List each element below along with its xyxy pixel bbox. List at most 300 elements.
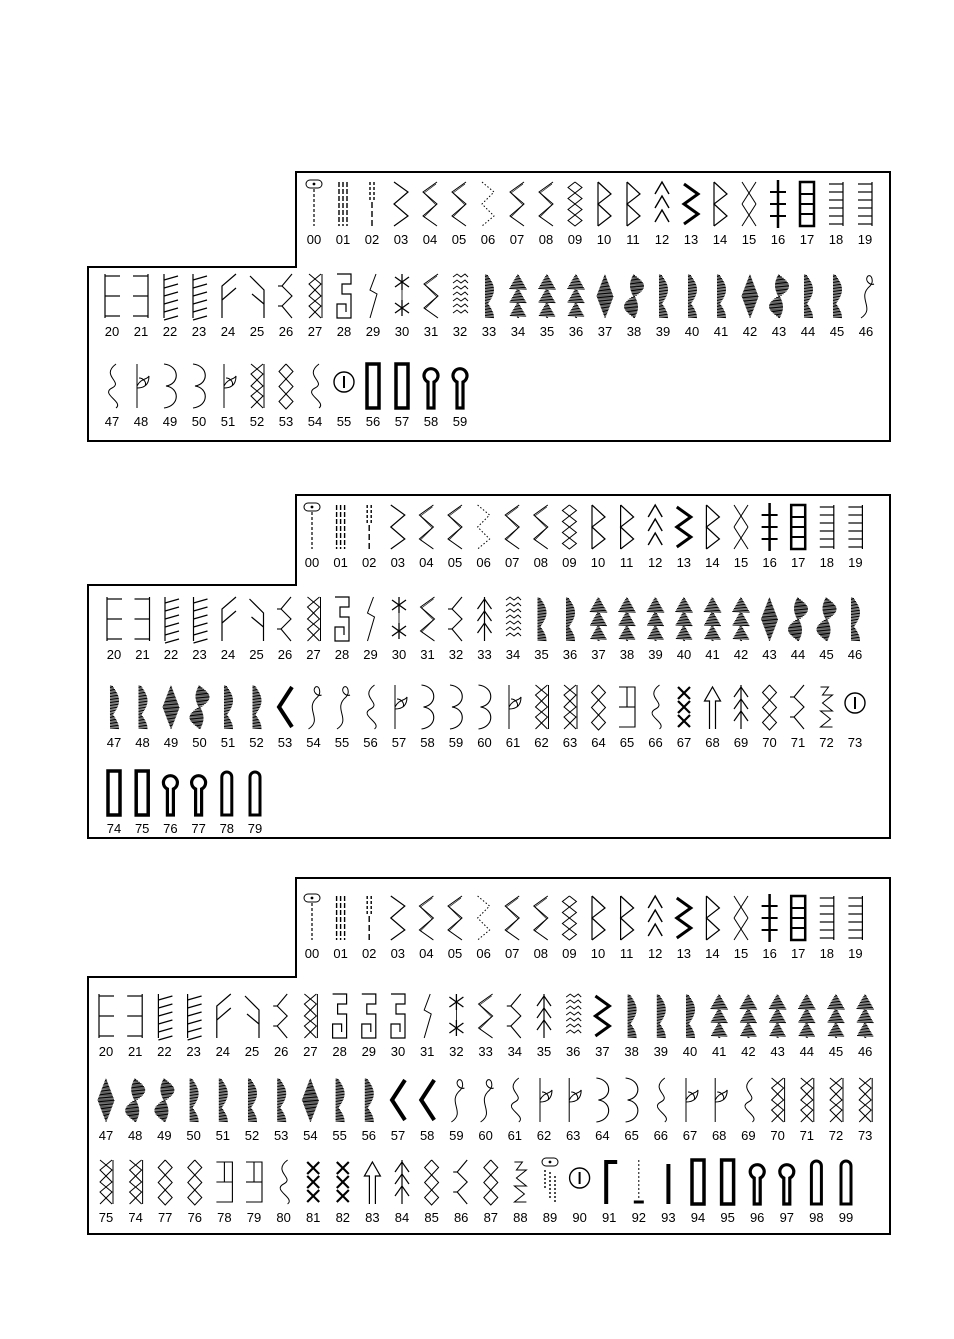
stitch-number: 16 — [762, 555, 777, 570]
stitch-cell — [216, 1079, 230, 1143]
blind-hem-icon — [714, 182, 727, 226]
stitch-cell — [509, 275, 526, 339]
stitch-cell — [684, 184, 698, 247]
stitch-number: 35 — [536, 1044, 552, 1059]
straight-dashed-icon — [367, 505, 371, 549]
stitch-cell — [734, 685, 748, 750]
stitch-cell — [705, 505, 719, 570]
stitch-number: 48 — [135, 735, 150, 750]
stitch-number: 72 — [828, 1128, 844, 1143]
stitch-number: 21 — [127, 1044, 143, 1059]
stitch-cell — [366, 364, 380, 429]
stitch-cell — [848, 598, 862, 662]
satin-tree-icon — [710, 995, 727, 1038]
stitch-number: 21 — [135, 647, 150, 662]
satin-bump-icon — [336, 1079, 345, 1122]
stitch-number: 59 — [452, 414, 468, 429]
satin-tree-icon — [567, 275, 584, 318]
stitch-number: 66 — [648, 735, 663, 750]
stitch-number: 33 — [478, 1044, 493, 1059]
stitch-cell — [619, 687, 635, 750]
stitch-number: 50 — [191, 414, 207, 429]
satin-leaf-icon — [788, 598, 808, 641]
stitch-number: 87 — [483, 1210, 499, 1225]
stitch-number: 02 — [364, 232, 380, 247]
stitch-number: 04 — [419, 555, 434, 570]
stitch-cell — [732, 598, 749, 662]
stitch-number: 89 — [542, 1210, 558, 1225]
stitch-number: 37 — [591, 647, 606, 662]
stitch-chart-100 — [86, 876, 894, 1238]
stitch-cell — [568, 182, 582, 247]
stitch-cell — [163, 686, 180, 750]
stitch-number: 17 — [799, 232, 815, 247]
vine-icon — [309, 687, 322, 729]
stitch-number: 12 — [654, 232, 670, 247]
stitch-cell — [534, 896, 548, 961]
diamond-hem-icon — [859, 1078, 872, 1122]
stitch-number: 12 — [647, 946, 663, 961]
stitch-cell — [304, 503, 320, 570]
stitch-number: 69 — [741, 1128, 756, 1143]
comb-left-icon — [107, 597, 122, 641]
scallop-icon — [450, 685, 462, 729]
stitch-number: 03 — [390, 946, 406, 961]
greek-key-icon — [362, 994, 376, 1038]
stitch-cell — [249, 686, 263, 750]
zigzag-dotted-icon — [478, 896, 490, 940]
stitch-number: 11 — [619, 946, 634, 961]
satin-bump-icon — [485, 275, 494, 318]
wave-scale-icon — [506, 597, 521, 636]
scallop-icon — [193, 364, 205, 408]
arrow-up-icon — [705, 687, 721, 729]
stitch-number: 05 — [447, 555, 463, 570]
satin-tree-icon — [856, 995, 873, 1038]
stitch-cell — [705, 687, 721, 750]
stitch-number: 60 — [478, 1128, 493, 1143]
stitch-number: 41 — [711, 1044, 727, 1059]
stitch-number: 02 — [361, 946, 377, 961]
stitch-number: 84 — [394, 1210, 410, 1225]
stitch-number: 20 — [98, 1044, 114, 1059]
stitch-cell — [306, 687, 321, 750]
stitch-cell — [477, 597, 491, 662]
satin-bump-icon — [833, 275, 842, 318]
stitch-number: 18 — [819, 555, 835, 570]
stitch-number: 42 — [741, 1044, 756, 1059]
zigzag-3step-icon — [448, 505, 462, 549]
buttonhole-square-icon — [367, 364, 379, 408]
stitch-cell — [800, 1078, 814, 1143]
ladder-box-icon — [800, 182, 814, 226]
stitch-number: 86 — [453, 1210, 469, 1225]
stitch-cell — [683, 1078, 698, 1143]
scallop-icon — [479, 685, 491, 729]
stitch-number: 09 — [567, 232, 583, 247]
diamond-hem-icon — [100, 1160, 113, 1204]
satin-leaf-icon — [769, 275, 789, 318]
tulip-icon — [686, 1078, 698, 1122]
zigzag-3step-icon — [419, 896, 433, 940]
stitch-cell — [677, 507, 691, 570]
stitch-number: 04 — [419, 946, 434, 961]
stitch-number: 14 — [705, 555, 720, 570]
stitch-cell — [366, 274, 380, 339]
honeycomb-icon — [568, 182, 582, 226]
stitch-cell — [510, 182, 524, 247]
stitch-number: 69 — [733, 735, 749, 750]
straight-triple-icon — [339, 182, 347, 226]
stitch-number: 16 — [762, 946, 777, 961]
stitch-cell — [449, 1080, 464, 1143]
stitch-number: 20 — [106, 647, 122, 662]
satin-leaf-icon — [125, 1079, 145, 1122]
stitch-cell — [134, 364, 149, 429]
stitch-cell — [245, 996, 259, 1059]
stitch-number: 12 — [647, 555, 663, 570]
satin-tree-icon — [740, 995, 757, 1038]
vine-icon — [451, 1080, 464, 1122]
stitch-number: 05 — [447, 946, 463, 961]
tulip-icon — [715, 1078, 727, 1122]
stitch-cell — [534, 685, 548, 750]
stitch-cell — [362, 896, 376, 961]
stitch-cell — [221, 686, 235, 750]
cross-stitch-icon — [734, 505, 748, 549]
stitch-cell — [335, 687, 350, 750]
satin-tree-icon — [509, 275, 526, 318]
stitch-cell — [308, 274, 322, 339]
stitch-number: 71 — [790, 735, 806, 750]
stitch-cell — [105, 274, 120, 339]
stitch-cell — [99, 994, 114, 1059]
stitch-number: 81 — [305, 1210, 321, 1225]
stitch-number: 74 — [106, 821, 122, 836]
buttonhole-square-icon — [396, 364, 408, 408]
stitch-number: 40 — [676, 647, 692, 662]
stitch-number: 79 — [247, 821, 263, 836]
stitch-cell — [107, 686, 121, 750]
scallop-icon — [164, 364, 176, 408]
satin-diamond-icon — [742, 275, 759, 318]
stitch-number: 75 — [98, 1210, 114, 1225]
diamond-chain-icon — [188, 1160, 202, 1205]
stitch-number: 50 — [192, 735, 207, 750]
stitch-cell — [562, 505, 576, 570]
satin-tree-icon — [827, 995, 844, 1038]
stitch-cell — [591, 505, 605, 570]
stitch-cell — [683, 995, 697, 1059]
serpentine-icon — [821, 687, 833, 727]
stitch-cell — [250, 364, 264, 429]
stitch-number: 77 — [191, 821, 206, 836]
stitch-number: 30 — [394, 324, 410, 339]
stitch-cell — [246, 1162, 262, 1225]
slant-comb-icon — [164, 274, 178, 320]
stitch-number: 26 — [273, 1044, 289, 1059]
diamond-chain-icon — [425, 1160, 439, 1205]
stitch-cell — [648, 685, 662, 750]
stitch-number: 27 — [306, 647, 321, 662]
chevron-stack-icon — [655, 182, 669, 222]
stitch-number: 77 — [157, 1210, 173, 1225]
stitch-number: 72 — [819, 735, 834, 750]
stitch-number: 08 — [533, 946, 549, 961]
stitch-cell — [809, 1161, 823, 1225]
stitch-cell — [449, 994, 463, 1059]
blind-hem-icon — [592, 505, 605, 549]
stitch-cell — [537, 994, 551, 1059]
stitch-cell — [392, 685, 407, 750]
stitch-cell — [675, 598, 692, 662]
stitch-number: 13 — [676, 555, 692, 570]
stitch-number: 85 — [424, 1210, 439, 1225]
stitch-cell — [276, 1160, 290, 1225]
stitch-cell — [154, 1079, 174, 1143]
ladder-open-icon — [848, 896, 862, 940]
satin-chevron-icon — [392, 1080, 405, 1120]
stitch-number: 63 — [565, 1128, 581, 1143]
stitch-cell — [750, 1165, 764, 1225]
stitch-cell — [859, 276, 874, 339]
stitch-number: 07 — [504, 555, 520, 570]
stitch-cell — [452, 182, 466, 247]
stitch-number: 79 — [246, 1210, 262, 1225]
stitch-cell — [595, 996, 609, 1059]
stitch-cell — [534, 598, 548, 662]
stitch-number: 58 — [423, 414, 439, 429]
stitch-number: 24 — [220, 324, 236, 339]
star-icon — [395, 274, 409, 316]
stitch-cell — [190, 686, 210, 750]
stitch-cell — [273, 994, 288, 1059]
stitch-cell — [308, 364, 322, 429]
stitch-number: 15 — [733, 946, 749, 961]
buttonhole-round-icon — [222, 772, 232, 815]
stitch-number: 65 — [624, 1128, 639, 1143]
stitch-cell — [335, 597, 349, 662]
stitch-number: 65 — [619, 735, 635, 750]
stitch-cell — [820, 896, 834, 961]
stitch-number: 36 — [568, 324, 584, 339]
stitch-number: 29 — [361, 1044, 377, 1059]
stitch-number: 10 — [590, 946, 606, 961]
stitch-cell — [362, 994, 376, 1059]
stitch-cell — [478, 1080, 493, 1143]
stitch-cell — [720, 1160, 734, 1225]
stitch-cell — [391, 896, 405, 961]
stitch-number: 99 — [838, 1210, 854, 1225]
wave-icon — [312, 364, 321, 408]
stitch-number: 44 — [799, 1044, 815, 1059]
stitch-number: 32 — [449, 1044, 464, 1059]
stitch-cell — [632, 1160, 646, 1225]
stitch-number: 36 — [562, 647, 578, 662]
stitch-number: 01 — [335, 232, 351, 247]
stitch-cell — [420, 1080, 434, 1143]
stitch-number: 83 — [365, 1210, 380, 1225]
satin-diamond-icon — [98, 1079, 115, 1122]
stitch-number: 49 — [163, 735, 179, 750]
darning-icon — [542, 1158, 558, 1204]
bar-cross-icon — [762, 894, 778, 942]
stitch-number: 55 — [332, 1128, 347, 1143]
cross-chain-icon — [337, 1162, 349, 1202]
stitch-number: 56 — [365, 414, 381, 429]
arrow-blanket-icon — [278, 274, 292, 318]
stitch-cell — [513, 1162, 527, 1225]
stitch-cell — [419, 505, 433, 570]
buttonhole-round-icon — [250, 772, 260, 815]
stitch-number: 36 — [565, 1044, 581, 1059]
stitch-number: 11 — [619, 555, 634, 570]
stitch-cell — [741, 1078, 755, 1143]
stitch-cell — [221, 597, 236, 662]
stitch-cell — [250, 276, 264, 339]
feather-icon — [217, 994, 231, 1038]
zigzag-3step-icon — [534, 896, 548, 940]
stitch-number: 34 — [510, 324, 526, 339]
stitch-cell — [712, 1078, 727, 1143]
stitch-number: 57 — [391, 735, 407, 750]
chevron-stack-icon — [648, 896, 662, 936]
stitch-cell — [476, 896, 490, 961]
stitch-cell — [597, 275, 614, 339]
stitch-cell — [192, 597, 207, 662]
stitch-cell — [245, 1079, 259, 1143]
stitch-number: 44 — [800, 324, 816, 339]
tulip-icon — [395, 685, 407, 729]
stitch-cell — [713, 182, 727, 247]
stitch-cell — [590, 598, 607, 662]
stitch-cell — [391, 994, 405, 1059]
satin-bump-icon — [365, 1079, 374, 1122]
zigzag-3step-icon — [505, 896, 519, 940]
stitch-number: 52 — [249, 735, 264, 750]
stitch-number: 41 — [713, 324, 729, 339]
buttonhole-square-icon — [722, 1160, 734, 1204]
stitch-number: 10 — [590, 555, 606, 570]
stitch-cell — [542, 1158, 558, 1225]
ladder-box-icon — [791, 505, 805, 549]
stitch-number: 35 — [539, 324, 555, 339]
stitch-cell — [788, 598, 808, 662]
stitch-number: 66 — [653, 1128, 669, 1143]
cross-stitch-icon — [742, 182, 756, 226]
ladder-open-icon — [848, 505, 862, 549]
stitch-number: 10 — [596, 232, 612, 247]
stitch-cell — [770, 180, 786, 247]
tulip-icon — [137, 364, 149, 408]
stitch-cell — [714, 275, 728, 339]
stitch-cell — [790, 685, 805, 750]
stitch-number: 19 — [857, 232, 873, 247]
stitch-cell — [125, 1079, 145, 1143]
stitch-cell — [595, 1078, 609, 1143]
stitch-number: 26 — [278, 324, 294, 339]
satin-tree-icon — [798, 995, 815, 1038]
stitch-number: 06 — [480, 232, 496, 247]
slant-comb-icon — [194, 597, 208, 643]
stitch-number: 38 — [626, 324, 642, 339]
stitch-cell — [624, 995, 638, 1059]
wave-icon — [280, 1160, 289, 1204]
stitch-chart-80 — [86, 493, 894, 842]
stitch-number: 53 — [277, 735, 293, 750]
satin-bump-icon — [224, 686, 233, 729]
buttonhole-keyhole-icon — [780, 1165, 794, 1204]
stitch-number: 05 — [451, 232, 467, 247]
stitch-cell — [453, 369, 467, 429]
stitch-cell — [420, 994, 434, 1059]
satin-tree-icon — [590, 598, 607, 641]
buttonhole-square-icon — [136, 771, 148, 815]
lightning-icon — [368, 597, 375, 641]
arrow-blanket-icon — [448, 597, 462, 641]
satin-diamond-icon — [302, 1079, 319, 1122]
stitch-cell — [620, 896, 634, 961]
stitch-number: 43 — [770, 1044, 785, 1059]
stitch-cell — [362, 505, 376, 570]
diamond-hem-icon — [309, 274, 322, 318]
stitch-number: 68 — [705, 735, 720, 750]
stitch-cell — [135, 597, 150, 662]
stitch-number: 97 — [779, 1210, 795, 1225]
star-icon — [392, 597, 406, 639]
diamond-chain-icon — [592, 685, 606, 730]
stitch-number: 30 — [391, 647, 407, 662]
stitch-number: 46 — [858, 324, 874, 339]
stitch-number: 23 — [192, 647, 207, 662]
stitch-cell — [538, 275, 555, 339]
satin-bump-icon — [253, 686, 262, 729]
zigzag-3step-icon — [479, 994, 493, 1038]
feather-icon — [222, 597, 236, 641]
eyelet-icon — [334, 372, 354, 392]
stitch-cell — [762, 894, 778, 961]
stitch-cell — [220, 772, 234, 836]
stitch-number: 00 — [304, 555, 320, 570]
honeycomb-icon — [562, 505, 576, 549]
buttonhole-keyhole-icon — [424, 369, 438, 408]
arrow-blanket-icon — [790, 685, 804, 729]
stitch-cell — [507, 994, 522, 1059]
diamond-hem-icon — [251, 364, 264, 408]
lightning-icon — [424, 994, 431, 1038]
stitch-cell — [135, 686, 149, 750]
greek-key-icon — [337, 274, 351, 318]
greek-key-icon — [391, 994, 405, 1038]
stitch-number: 22 — [163, 647, 179, 662]
stitch-cell — [829, 1078, 843, 1143]
ladder-open-icon — [858, 182, 872, 226]
stitch-number: 41 — [705, 647, 720, 662]
stitch-number: 28 — [336, 324, 352, 339]
buttonhole-round-icon — [841, 1161, 851, 1204]
wave-scale-icon — [453, 274, 468, 313]
stitch-number: 60 — [477, 735, 492, 750]
stitch-cell — [570, 1168, 590, 1225]
zigzag-3step-icon — [423, 182, 437, 226]
stitch-cell — [186, 994, 201, 1059]
cross-chain-icon — [678, 687, 690, 727]
tree-icon — [537, 994, 551, 1038]
stitch-number: 31 — [423, 324, 439, 339]
stitch-cell — [163, 776, 177, 836]
stitch-cell — [734, 505, 748, 570]
satin-bump-icon — [851, 598, 860, 641]
